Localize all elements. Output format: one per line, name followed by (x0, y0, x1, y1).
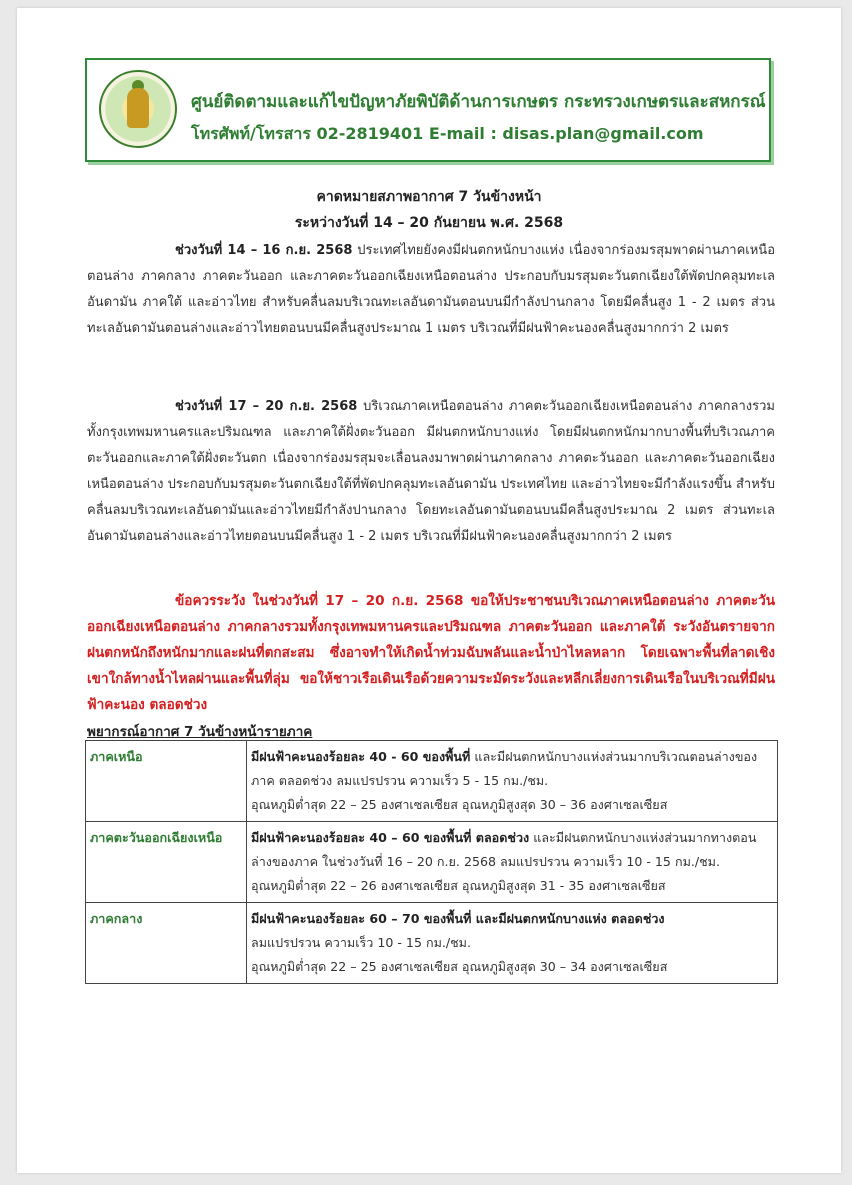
forecast-text: และมีฝนตกหนักบางแห่งส่วนมากทางตอนล่างของภาค ในช่วงวันที่ 16 – 20 ก.ย. 2568 ลมแปรปรวน ความเร็ว 10 - 15 กม./ชม. (251, 830, 757, 869)
regional-forecast-table (85, 740, 778, 984)
region-forecast (247, 741, 778, 822)
ministry-logo-icon (99, 70, 177, 148)
paragraph-lead: ช่วงวันที่ 17 – 20 ก.ย. 2568 (175, 399, 358, 414)
forecast-temperature: อุณหภูมิต่ำสุด 22 – 25 องศาเซลเซียส อุณหภูมิสูงสุด 30 – 36 องศาเซลเซียส (251, 797, 668, 812)
forecast-text: ลมแปรปรวน ความเร็ว 10 - 15 กม./ชม. (251, 935, 471, 950)
region-name: ภาคเหนือ (86, 741, 247, 822)
document-page (17, 8, 841, 1173)
paragraph-lead: ช่วงวันที่ 14 – 16 ก.ย. 2568 (175, 243, 353, 258)
region-name: ภาคตะวันออกเฉียงเหนือ (86, 822, 247, 903)
forecast-highlight: มีฝนฟ้าคะนองร้อยละ 40 - 60 ของพื้นที่ (251, 749, 471, 764)
table-row (86, 822, 778, 903)
header-contact: โทรศัพท์/โทรสาร 02-2819401 E-mail : disas.plan@gmail.com (191, 124, 704, 143)
paragraph-period-1 (87, 238, 775, 342)
region-forecast (247, 903, 778, 984)
forecast-temperature: อุณหภูมิต่ำสุด 22 – 26 องศาเซลเซียส อุณหภูมิสูงสุด 31 - 35 องศาเซลเซียส (251, 878, 666, 893)
paragraph-period-2 (87, 394, 775, 550)
region-name: ภาคกลาง (86, 903, 247, 984)
paragraph-warning (87, 588, 775, 718)
paragraph-body: ประเทศไทยยังคงมีฝนตกหนักบางแห่ง เนื่องจากร่องมรสุมพาดผ่านภาคเหนือตอนล่าง ภาคกลาง ภาคตะวันออก และภาคตะวันออกเฉียงเหนือตอนล่าง ประกอบกับมรสุมตะวันตกเฉียงใต้พัดปกคลุมทะเลอันดามัน ภาคใต้ และอ่าวไทย สำหรับคลื่นลมบริเวณทะเลอันดามันตอนบนมีกำลังปานกลาง โดยมีคลื่นสูง 1 - 2 เมตร ส่วนทะเลอันดามันตอนล่างและอ่าวไทยตอนบนมีคลื่นสูงประมาณ 1 เมตร บริเวณที่มีฝนฟ้าคะนองคลื่นสูงมากกว่า 2 เมตร (87, 243, 775, 336)
forecast-text: และมีฝนตกหนักบางแห่งส่วนมากบริเวณตอนล่างของภาค ตลอดช่วง ลมแปรปรวน ความเร็ว 5 - 15 กม./ชม. (251, 749, 758, 788)
document-title: คาดหมายสภาพอากาศ 7 วันข้างหน้า (316, 189, 542, 205)
letterhead (85, 58, 771, 162)
forecast-temperature: อุณหภูมิต่ำสุด 22 – 25 องศาเซลเซียส อุณหภูมิสูงสุด 30 – 34 องศาเซลเซียส (251, 959, 668, 974)
region-forecast (247, 822, 778, 903)
header-title: ศูนย์ติดตามและแก้ไขปัญหาภัยพิบัติด้านการเกษตร กระทรวงเกษตรและสหกรณ์ (191, 92, 766, 112)
forecast-highlight: มีฝนฟ้าคะนองร้อยละ 60 – 70 ของพื้นที่ และมีฝนตกหนักบางแห่ง ตลอดช่วง (251, 911, 665, 926)
document-subtitle: ระหว่างวันที่ 14 – 20 กันยายน พ.ศ. 2568 (294, 215, 564, 231)
table-row (86, 741, 778, 822)
forecast-highlight: มีฝนฟ้าคะนองร้อยละ 40 – 60 ของพื้นที่ ตลอดช่วง (251, 830, 530, 845)
section-heading: พยากรณ์อากาศ 7 วันข้างหน้ารายภาค (87, 724, 313, 740)
warning-lead: ข้อควรระวัง (175, 593, 246, 609)
table-row (86, 903, 778, 984)
warning-body: ในช่วงวันที่ 17 – 20 ก.ย. 2568 ขอให้ประชาชนบริเวณภาคเหนือตอนล่าง ภาคตะวันออกเฉียงเหนือตอนล่าง ภาคกลางรวมทั้งกรุงเทพมหานครและปริมณฑล ภาคตะวันออก และภาคใต้ ระวังอันตรายจากฝนตกหนักถึงหนักมากและฝนที่ตกสะสม ซึ่งอาจทำให้เกิดน้ำท่วมฉับพลันและน้ำป่าไหลหลาก โดยเฉพาะพื้นที่ลาดเชิงเขาใกล้ทางน้ำไหลผ่านและพื้นที่ลุ่ม ขอให้ชาวเรือเดินเรือด้วยความระมัดระวังและหลีกเลี่ยงการเดินเรือในบริเวณที่มีฝนฟ้าคะนอง ตลอดช่วง (87, 593, 775, 713)
paragraph-body: บริเวณภาคเหนือตอนล่าง ภาคตะวันออกเฉียงเหนือตอนล่าง ภาคกลางรวมทั้งกรุงเทพมหานครและปริมณฑล และภาคใต้ฝั่งตะวันออก มีฝนตกหนักบางแห่ง โดยมีฝนตกหนักมากบางพื้นที่บริเวณภาคตะวันออกและภาคใต้ฝั่งตะวันตก เนื่องจากร่องมรสุมจะเลื่อนลงมาพาดผ่านภาคกลาง ภาคตะวันออก และภาคตะวันออกเฉียงเหนือตอนล่าง ประกอบกับมรสุมตะวันตกเฉียงใต้ที่พัดปกคลุมทะเลอันดามัน ประเทศไทย และอ่าวไทยจะมีกำลังแรงขึ้น สำหรับคลื่นลมบริเวณทะเลอันดามันและอ่าวไทยมีกำลังปานกลาง โดยทะเลอันดามันตอนบนมีคลื่นสูงประมาณ 2 เมตร ส่วนทะเลอันดามันตอนล่างและอ่าวไทยตอนบนมีคลื่นสูง 1 - 2 เมตร บริเวณที่มีฝนฟ้าคะนองคลื่นสูงมากกว่า 2 เมตร (87, 399, 775, 544)
